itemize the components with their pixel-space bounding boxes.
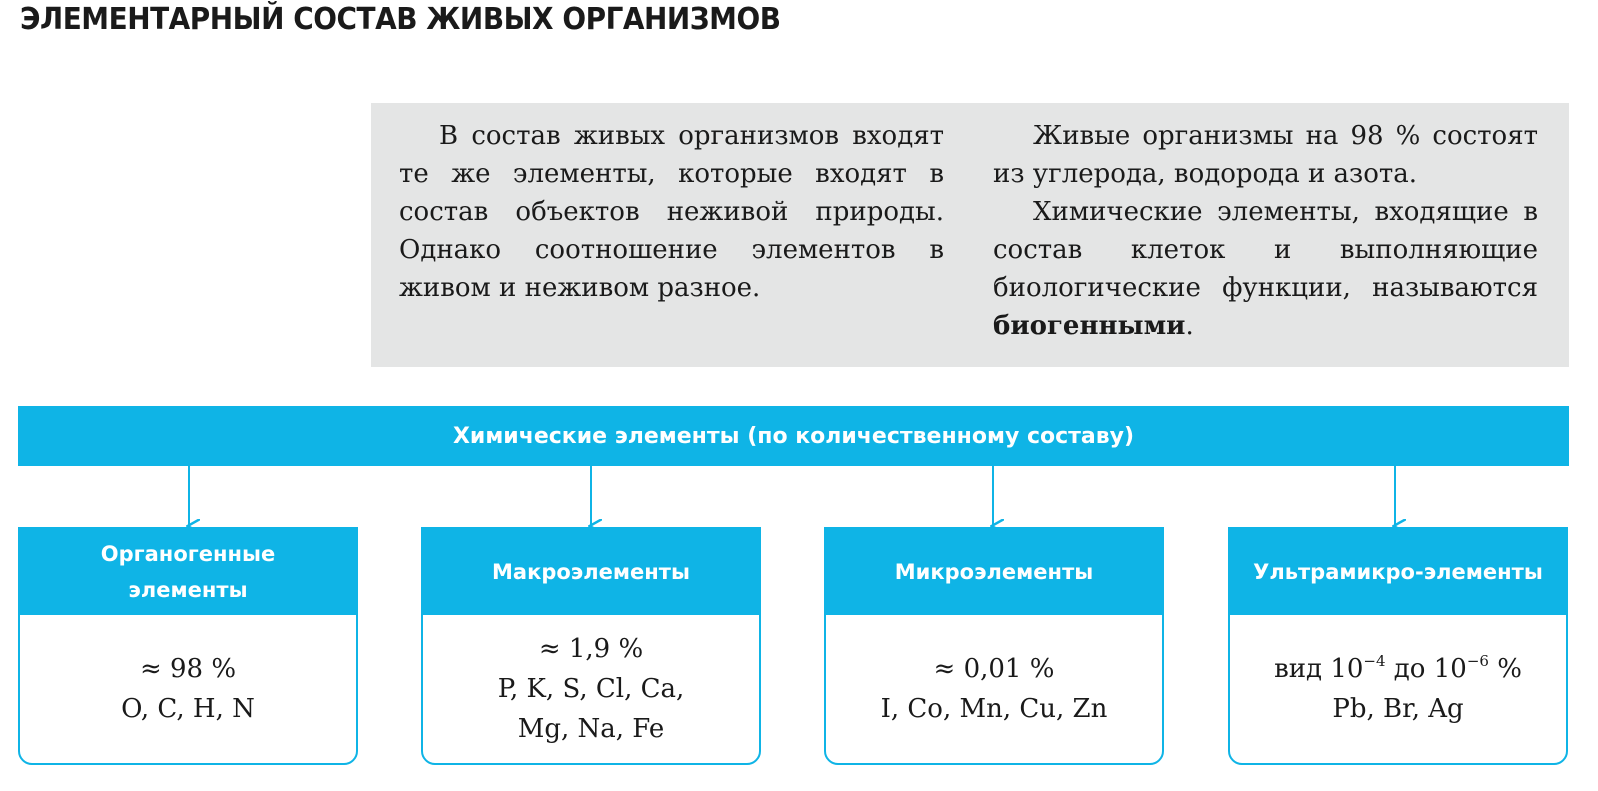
card-title: Макроэлементы (423, 529, 759, 615)
card-ultramicro (1228, 527, 1568, 765)
card-title: Ультрамикро-элементы (1230, 529, 1566, 615)
card-percent: ≈ 0,01 % (933, 654, 1055, 684)
info-right-paragraph-2-end: . (1185, 311, 1194, 341)
card-title: Микроэлементы (826, 529, 1162, 615)
card-elements: Mg, Na, Fe (517, 714, 665, 744)
card-body (423, 615, 759, 763)
diagram-header: Химические элементы (по количественному составу) (18, 406, 1569, 466)
card-elements: O, C, H, N (121, 694, 255, 724)
card-body (20, 615, 356, 763)
percent-mid: до 10 (1385, 654, 1467, 684)
info-right-paragraph-1: Живые организмы на 98 % состоят из углерода, водорода и азота. (993, 121, 1538, 189)
card-percent (1274, 649, 1522, 689)
card-percent: ≈ 98 % (139, 654, 237, 684)
info-right-paragraph-2-text: Химические элементы, входящие в состав клеток и выполняющие биологические функции, называются (993, 197, 1538, 303)
card-elements: P, K, S, Cl, Ca, (497, 674, 685, 704)
info-left-paragraph: В состав живых организмов входят те же элементы, которые входят в состав объектов неживой природы. Однако соотношение элементов в живом и неживом разное. (399, 121, 944, 303)
card-percent: ≈ 1,9 % (538, 634, 644, 664)
card-body (826, 615, 1162, 763)
card-body (1230, 615, 1566, 763)
card-elements: I, Co, Mn, Cu, Zn (880, 694, 1108, 724)
percent-exponent-2: −6 (1466, 652, 1489, 670)
percent-prefix: вид 10 (1274, 654, 1364, 684)
card-micro (824, 527, 1164, 765)
percent-exponent-1: −4 (1363, 652, 1386, 670)
page-title: ЭЛЕМЕНТАРНЫЙ СОСТАВ ЖИВЫХ ОРГАНИЗМОВ (20, 2, 781, 37)
card-organogenic (18, 527, 358, 765)
card-elements: Pb, Br, Ag (1332, 694, 1464, 724)
card-title: Органогенные элементы (20, 529, 356, 615)
percent-suffix: % (1488, 654, 1522, 684)
card-macro (421, 527, 761, 765)
biogenic-term: биогенными (993, 311, 1186, 341)
